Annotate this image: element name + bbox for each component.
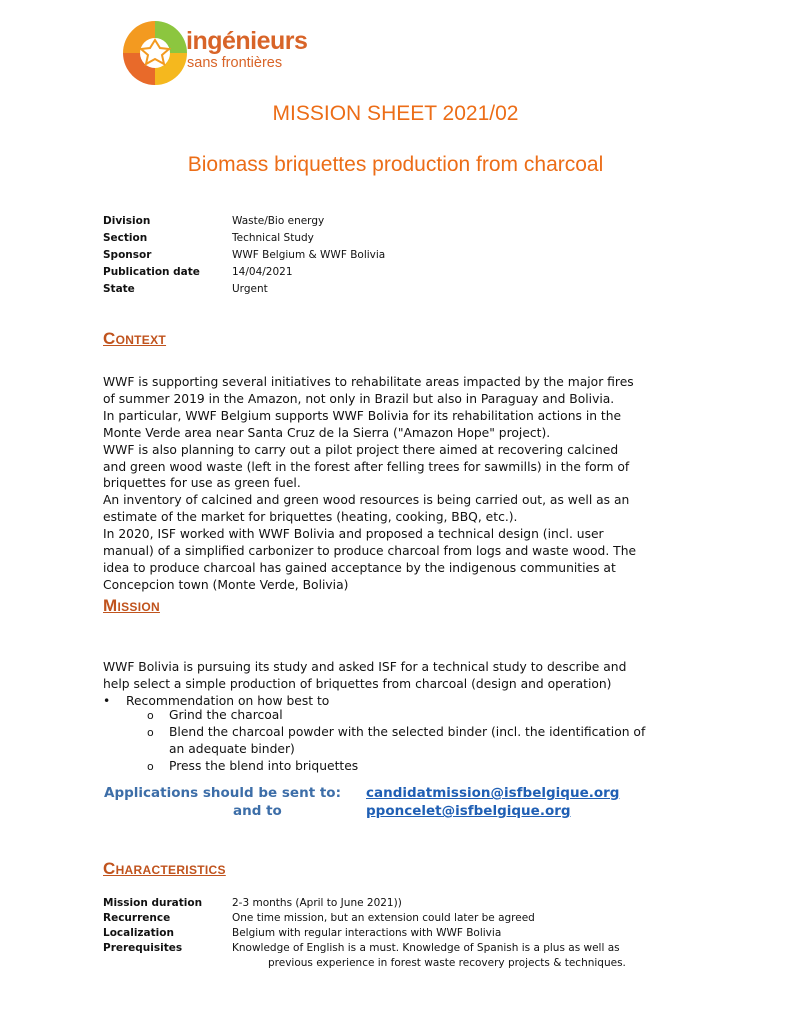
- char-key-prerequisites: Prerequisites: [103, 942, 183, 954]
- context-heading: Context: [103, 329, 167, 348]
- char-value-prerequisites: Knowledge of English is a must. Knowledge of Spanish is a plus as well as: [232, 942, 620, 954]
- char-value-localization: Belgium with regular interactions with WWF Bolivia: [232, 927, 502, 939]
- context-line: An inventory of calcined and green wood resources is being carried out, as well as an: [103, 493, 630, 508]
- meta-value-sponsor: WWF Belgium & WWF Bolivia: [232, 249, 386, 261]
- sub-bullet-marker: o: [147, 760, 154, 773]
- context-line: estimate of the market for briquettes (heating, cooking, BBQ, etc.).: [103, 510, 518, 525]
- context-line: manual) of a simplified carbonizer to produce charcoal from logs and waste wood. The: [103, 544, 637, 559]
- mission-sheet-number: MISSION SHEET 2021/02: [272, 102, 519, 125]
- mission-line: WWF Bolivia is pursuing its study and asked ISF for a technical study to describe and: [103, 660, 627, 674]
- char-value-prerequisites-continuation: previous experience in forest waste recovery projects & techniques.: [268, 957, 626, 969]
- sub-item-grind: Grind the charcoal: [169, 708, 283, 722]
- mission-line: help select a simple production of briquettes from charcoal (design and operation): [103, 676, 612, 691]
- sub-bullet-marker: o: [147, 726, 154, 739]
- mission-paragraph: [103, 659, 703, 693]
- sub-item-blend-continuation: an adequate binder): [169, 742, 295, 756]
- logo-icon: [120, 18, 190, 88]
- context-line: In 2020, ISF worked with WWF Bolivia and proposed a technical design (incl. user: [103, 527, 604, 542]
- meta-value-publication-date: 14/04/2021: [232, 266, 293, 278]
- meta-key-division: Division: [103, 215, 151, 227]
- context-paragraph: [103, 374, 703, 594]
- context-line: and green wood waste (left in the forest after felling trees for sawmills) in the form of: [103, 459, 630, 474]
- meta-key-sponsor: Sponsor: [103, 249, 152, 261]
- bullet-marker: •: [103, 694, 111, 708]
- context-line: briquettes for use as green fuel.: [103, 476, 301, 491]
- email-link-candidatmission[interactable]: candidatmission@isfbelgique.org: [366, 785, 620, 801]
- logo-text-ingenieurs: ingénieurs: [186, 27, 308, 55]
- context-line: In particular, WWF Belgium supports WWF Bolivia for its rehabilitation actions in the: [103, 408, 622, 423]
- char-value-recurrence: One time mission, but an extension could later be agreed: [232, 912, 535, 924]
- char-key-recurrence: Recurrence: [103, 912, 171, 924]
- context-line: Concepcion town (Monte Verde, Bolivia): [103, 577, 349, 592]
- sub-bullet-marker: o: [147, 709, 154, 722]
- page-title: Biomass briquettes production from charcoal: [187, 153, 604, 176]
- sub-item-blend: Blend the charcoal powder with the selected binder (incl. the identification of: [169, 725, 646, 739]
- context-line: Monte Verde area near Santa Cruz de la Sierra ("Amazon Hope" project).: [103, 425, 551, 440]
- meta-key-section: Section: [103, 232, 148, 244]
- mission-heading: Mission: [103, 596, 160, 615]
- meta-value-division: Waste/Bio energy: [232, 215, 325, 227]
- applications-label: Applications should be sent to:: [104, 785, 341, 801]
- bullet-item: Recommendation on how best to: [126, 694, 330, 708]
- meta-value-state: Urgent: [232, 283, 268, 295]
- context-line: idea to produce charcoal has gained acceptance by the indigenous communities at: [103, 560, 616, 575]
- email-link-pponcelet[interactable]: pponcelet@isfbelgique.org: [366, 803, 571, 819]
- char-key-localization: Localization: [103, 927, 174, 939]
- context-line: of summer 2019 in the Amazon, not only in Brazil but also in Paraguay and Bolivia.: [103, 391, 615, 406]
- context-line: WWF is supporting several initiatives to rehabilitate areas impacted by the major fires: [103, 375, 634, 389]
- meta-value-section: Technical Study: [232, 232, 314, 244]
- char-key-mission-duration: Mission duration: [103, 897, 203, 909]
- meta-key-state: State: [103, 283, 135, 295]
- characteristics-heading: Characteristics: [103, 859, 226, 878]
- sub-item-press: Press the blend into briquettes: [169, 759, 359, 773]
- char-value-mission-duration: 2-3 months (April to June 2021)): [232, 897, 402, 909]
- applications-and-to-label: and to: [233, 803, 282, 819]
- context-line: WWF is also planning to carry out a pilot project there aimed at recovering calcined: [103, 442, 619, 457]
- logo-text-sans-frontieres: sans frontières: [187, 55, 283, 71]
- meta-key-publication-date: Publication date: [103, 266, 200, 278]
